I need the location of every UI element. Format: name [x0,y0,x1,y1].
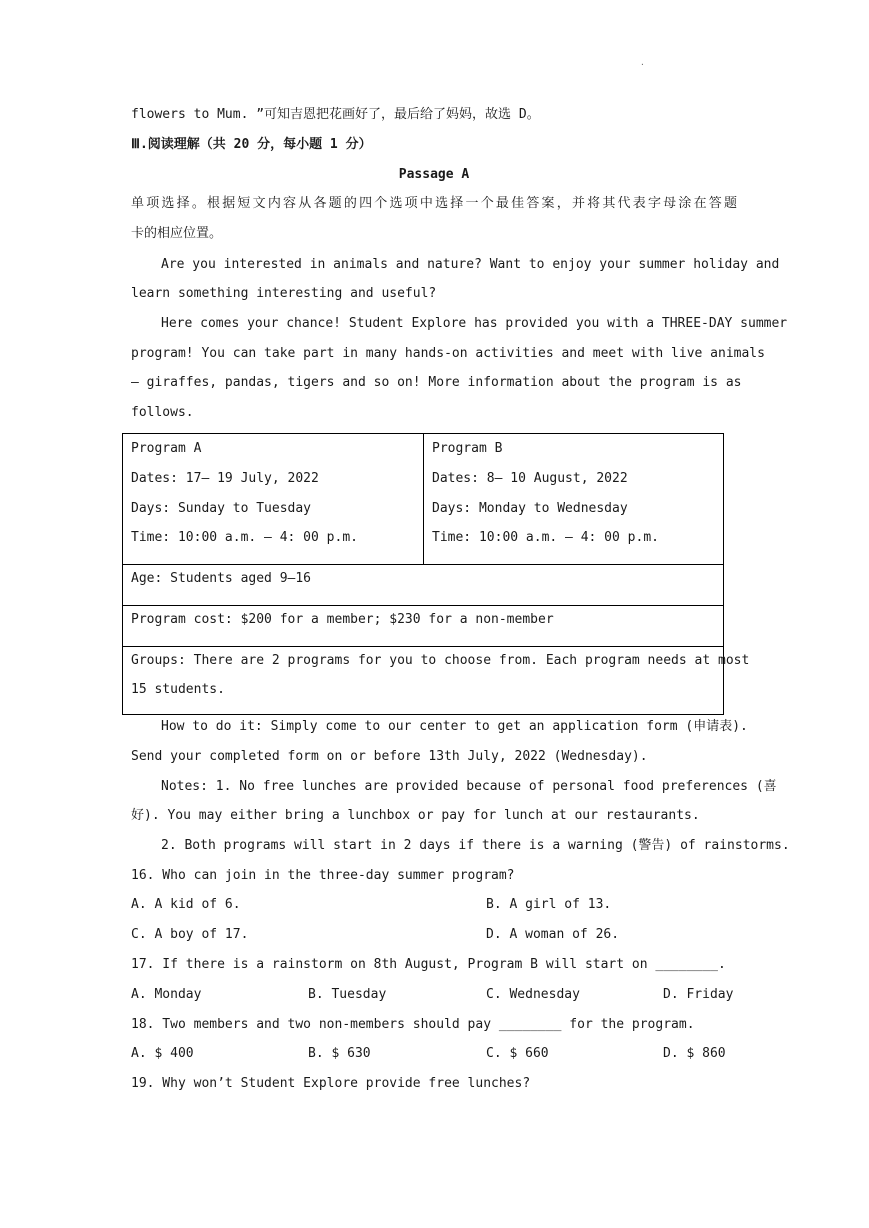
program-a-title: Program A [131,441,202,456]
how-to-line-2: Send your completed form on or before 13th July, 2022 (Wednesday). [131,749,648,764]
program-b-dates: Dates: 8— 10 August, 2022 [432,471,628,486]
program-b-days: Days: Monday to Wednesday [432,501,628,516]
question-19: 19. Why won’t Student Explore provide free lunches? [131,1076,531,1091]
program-a-days: Days: Sunday to Tuesday [131,501,312,516]
para2-line-3: — giraffes, pandas, tigers and so on! More information about the program is as [131,375,742,390]
q17-option-b: B. Tuesday [308,987,387,1002]
q16-option-b: B. A girl of 13. [486,897,612,912]
q18-option-c: C. $ 660 [486,1046,549,1061]
table-cost: Program cost: $200 for a member; $230 for a non-member [131,612,554,627]
instructions-line-2: 卡的相应位置。 [131,226,223,241]
para1-line-1: Are you interested in animals and nature? Want to enjoy your summer holiday and [161,257,780,272]
para2-line-1: Here comes your chance! Student Explore has provided you with a THREE-DAY summer [161,316,788,331]
instructions-line-1: 单项选择。根据短文内容从各题的四个选项中选择一个最佳答案，并将其代表字母涂在答题 [131,196,737,211]
q18-option-a: A. $ 400 [131,1046,194,1061]
intro-line: flowers to Mum. ”可知吉恩把花画好了，最后给了妈妈，故选 D。 [131,107,540,122]
para2-line-4: follows. [131,405,194,420]
q16-option-a: A. A kid of 6. [131,897,241,912]
program-a-dates: Dates: 17— 19 July, 2022 [131,471,319,486]
row-divider-1 [123,564,723,565]
para2-line-2: program! You can take part in many hands-on activities and meet with live animals [131,346,765,361]
q17-option-d: D. Friday [663,987,734,1002]
table-groups-line-1: Groups: There are 2 programs for you to choose from. Each program needs at most [131,653,750,668]
q17-option-a: A. Monday [131,987,202,1002]
program-b-title: Program B [432,441,503,456]
q16-option-c: C. A boy of 17. [131,927,249,942]
column-divider [423,434,424,564]
question-16: 16. Who can join in the three-day summer program? [131,868,515,883]
table-groups-line-2: 15 students. [131,682,225,697]
notes-line-2: 好). You may either bring a lunchbox or pay for lunch at our restaurants. [131,808,700,823]
program-b-time: Time: 10:00 a.m. — 4: 00 p.m. [432,530,659,545]
notes-line-1: Notes: 1. No free lunches are provided because of personal food preferences (喜 [161,779,777,794]
q17-option-c: C. Wednesday [486,987,580,1002]
row-divider-3 [123,646,723,647]
question-18: 18. Two members and two non-members should pay ________ for the program. [131,1017,695,1032]
program-a-time: Time: 10:00 a.m. — 4: 00 p.m. [131,530,358,545]
row-divider-2 [123,605,723,606]
q18-option-b: B. $ 630 [308,1046,371,1061]
q16-option-d: D. A woman of 26. [486,927,620,942]
notes-line-3: 2. Both programs will start in 2 days if there is a warning (警告) of rainstorms. [161,838,790,853]
q18-option-d: D. $ 860 [663,1046,726,1061]
section-title: Ⅲ.阅读理解（共 20 分，每小题 1 分） [131,137,372,152]
header-mark: . [640,58,645,67]
table-age: Age: Students aged 9—16 [131,571,312,586]
program-table [122,433,750,715]
passage-title: Passage A [398,167,470,182]
how-to-line-1: How to do it: Simply come to our center to get an application form (申请表). [161,719,748,734]
question-17: 17. If there is a rainstorm on 8th August, Program B will start on ________. [131,957,726,972]
para1-line-2: learn something interesting and useful? [131,286,437,301]
